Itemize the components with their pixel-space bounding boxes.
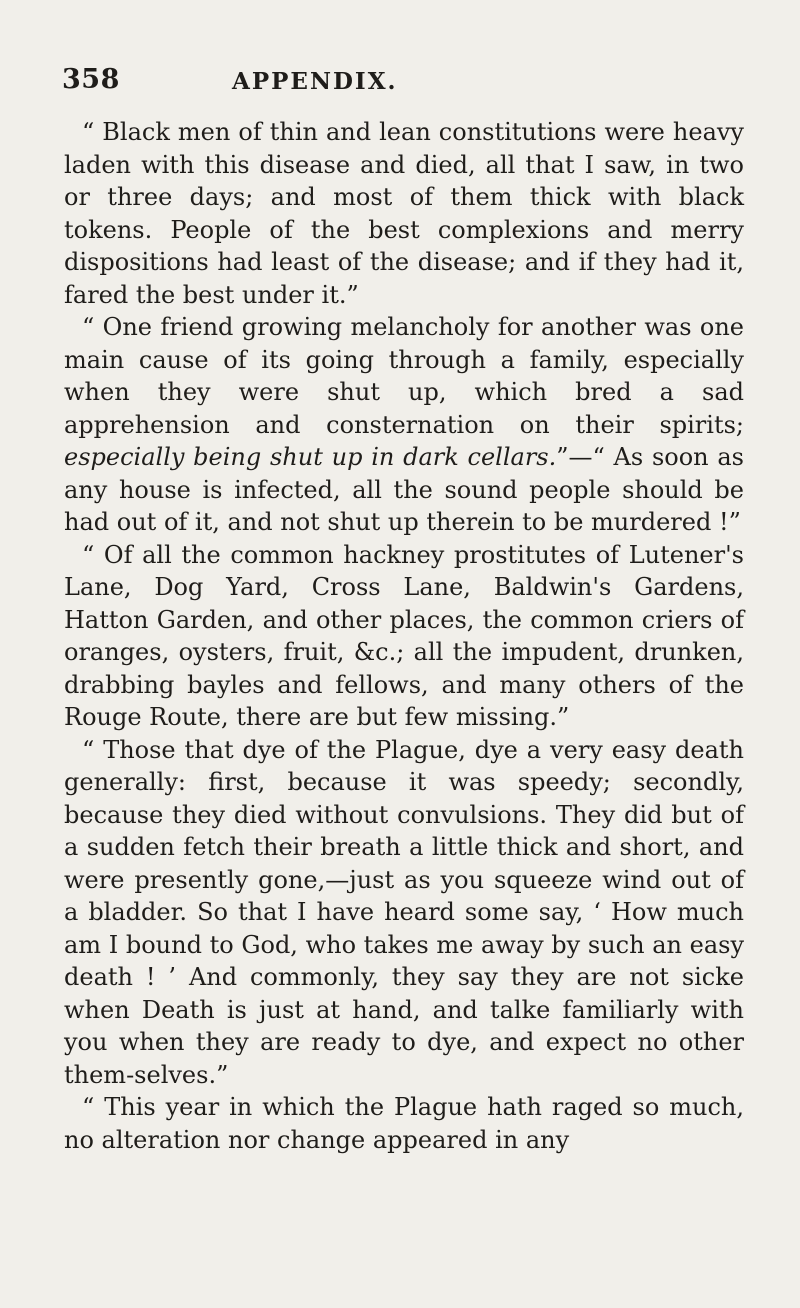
running-head: APPENDIX. xyxy=(232,68,398,95)
paragraph-1 xyxy=(64,116,744,311)
body-text xyxy=(64,116,744,1156)
paragraph-text: “ Those that dye of the Plague, dye a very easy death generally: first, because it was speedy; secondly, because they died without convulsions. They did but of a sudden fetch their breath a little thick and short, and were presently gone,—just as you squeeze wind out of a bladder. So that I have heard some say, ‘ How much am I bound to God, who takes me away by such an easy death ! ’ And commonly, they say they are not sicke when Death is just at hand, and talke familiarly with you when they are ready to dye, and expect no other them-selves.” xyxy=(64,735,744,1089)
page-header xyxy=(62,64,740,104)
paragraph-5 xyxy=(64,1091,744,1156)
paragraph-2 xyxy=(64,311,744,539)
paragraph-text: “ Black men of thin and lean constitutions were heavy laden with this disease and died, all that I saw, in two or three days; and most of them thick with black tokens. People of the best complexions and merry dispositions had least of the disease; and if they had it, fared the best under it.” xyxy=(64,118,744,309)
paragraph-4 xyxy=(64,734,744,1092)
paragraph-3 xyxy=(64,539,744,734)
italic-emphasis: especially being shut up in dark cellars. xyxy=(64,443,557,471)
paragraph-text: ”—“ As soon as any house is infected, all the sound people should be had out of it, and not shut up therein to be murdered !” xyxy=(64,443,744,536)
paragraph-text: “ This year in which the Plague hath raged so much, no alteration nor change appeared in any xyxy=(64,1093,744,1154)
paragraph-text: “ One friend growing melancholy for another was one main cause of its going through a family, especially when they were shut up, which bred a sad apprehension and consternation on their spirits; xyxy=(64,313,744,439)
paragraph-text: “ Of all the common hackney prostitutes of Lutener's Lane, Dog Yard, Cross Lane, Baldwin's Gardens, Hatton Garden, and other places, the common criers of oranges, oysters, fruit, &c.; all the impudent, drunken, drabbing bayles and fellows, and many others of the Rouge Route, there are but few missing.” xyxy=(64,540,744,731)
page-number: 358 xyxy=(62,64,120,95)
